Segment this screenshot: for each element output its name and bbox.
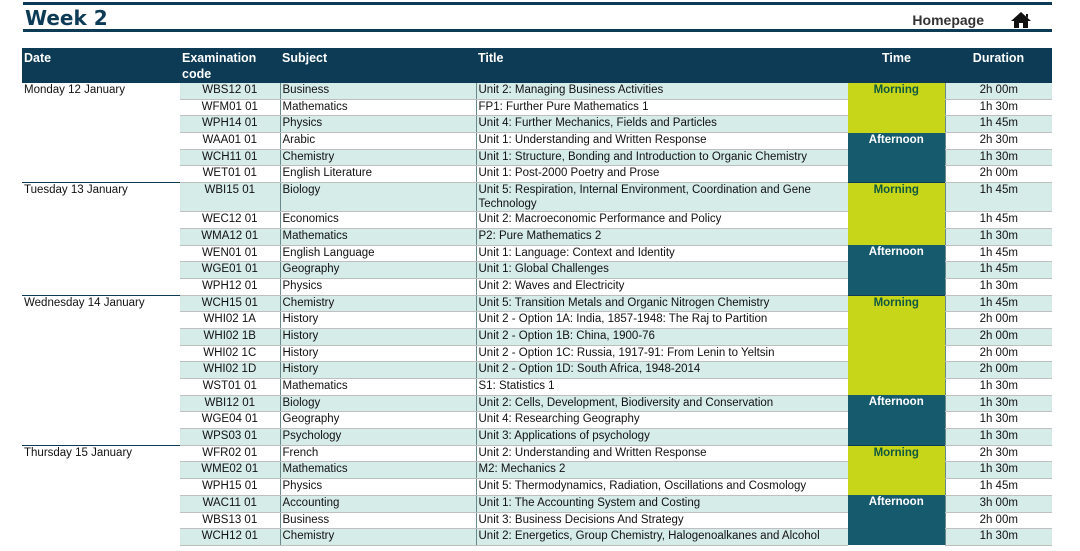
- exam-code: WCH15 01: [180, 295, 280, 312]
- exam-subject: Chemistry: [280, 295, 476, 312]
- exam-subject: Mathematics: [280, 379, 476, 396]
- exam-code: WHI02 1A: [180, 312, 280, 329]
- exam-title: Unit 3: Applications of psychology: [476, 429, 848, 446]
- exam-duration: 2h 00m: [945, 166, 1052, 183]
- exam-subject: Business: [280, 83, 476, 100]
- exam-duration: 1h 30m: [945, 462, 1052, 479]
- table-row: [22, 445, 1052, 462]
- week-header: [23, 2, 1052, 32]
- exam-duration: 1h 45m: [945, 212, 1052, 229]
- morning-session: Morning: [848, 83, 945, 133]
- morning-session: Morning: [848, 445, 945, 495]
- exam-code: WCH12 01: [180, 529, 280, 546]
- exam-code: WEN01 01: [180, 245, 280, 262]
- exam-duration: 1h 45m: [945, 116, 1052, 133]
- exam-duration: 1h 30m: [945, 228, 1052, 245]
- table-row: [22, 183, 1052, 212]
- exam-title: Unit 1: Post-2000 Poetry and Prose: [476, 166, 848, 183]
- exam-code: WPS03 01: [180, 429, 280, 446]
- exam-code: WPH12 01: [180, 278, 280, 295]
- exam-subject: French: [280, 445, 476, 462]
- exam-subject: History: [280, 345, 476, 362]
- header-row: [22, 48, 1052, 83]
- exam-duration: 1h 45m: [945, 479, 1052, 496]
- exam-duration: 1h 30m: [945, 429, 1052, 446]
- homepage-link[interactable]: Homepage: [912, 12, 984, 28]
- exam-title: Unit 4: Researching Geography: [476, 412, 848, 429]
- exam-duration: 1h 30m: [945, 412, 1052, 429]
- exam-duration: 1h 30m: [945, 529, 1052, 546]
- exam-date: Tuesday 13 January: [22, 183, 180, 295]
- col-title: Title: [476, 48, 848, 83]
- exam-code: WME02 01: [180, 462, 280, 479]
- exam-code: WGE01 01: [180, 262, 280, 279]
- exam-title: FP1: Further Pure Mathematics 1: [476, 99, 848, 116]
- exam-subject: Geography: [280, 412, 476, 429]
- exam-subject: Physics: [280, 479, 476, 496]
- exam-subject: English Language: [280, 245, 476, 262]
- exam-title: Unit 2 - Option 1B: China, 1900-76: [476, 328, 848, 345]
- exam-subject: Biology: [280, 395, 476, 412]
- afternoon-session: Afternoon: [848, 495, 945, 545]
- exam-duration: 2h 00m: [945, 345, 1052, 362]
- exam-title: Unit 5: Respiration, Internal Environment, Coordination and Gene Technology: [476, 183, 848, 212]
- exam-timetable: [22, 48, 1052, 546]
- exam-duration: 1h 45m: [945, 262, 1052, 279]
- exam-duration: 1h 45m: [945, 245, 1052, 262]
- exam-subject: Chemistry: [280, 149, 476, 166]
- exam-code: WST01 01: [180, 379, 280, 396]
- exam-title: Unit 2: Managing Business Activities: [476, 83, 848, 100]
- exam-subject: History: [280, 312, 476, 329]
- afternoon-session: Afternoon: [848, 133, 945, 183]
- exam-title: Unit 2 - Option 1D: South Africa, 1948-2014: [476, 362, 848, 379]
- exam-date: Wednesday 14 January: [22, 295, 180, 445]
- exam-code: WBS13 01: [180, 512, 280, 529]
- exam-subject: English Literature: [280, 166, 476, 183]
- exam-title: S1: Statistics 1: [476, 379, 848, 396]
- afternoon-session: Afternoon: [848, 245, 945, 295]
- exam-subject: Economics: [280, 212, 476, 229]
- exam-subject: Chemistry: [280, 529, 476, 546]
- col-duration: Duration: [945, 48, 1052, 83]
- exam-subject: Mathematics: [280, 228, 476, 245]
- exam-code: WBS12 01: [180, 83, 280, 100]
- exam-title: Unit 1: Understanding and Written Response: [476, 133, 848, 150]
- afternoon-session: Afternoon: [848, 395, 945, 445]
- exam-duration: 2h 00m: [945, 83, 1052, 100]
- exam-code: WHI02 1C: [180, 345, 280, 362]
- timetable-body: [22, 83, 1052, 546]
- table-row: [22, 83, 1052, 100]
- exam-duration: 2h 00m: [945, 312, 1052, 329]
- exam-subject: Physics: [280, 278, 476, 295]
- exam-title: Unit 1: Structure, Bonding and Introduction to Organic Chemistry: [476, 149, 848, 166]
- exam-title: Unit 4: Further Mechanics, Fields and Particles: [476, 116, 848, 133]
- exam-subject: Mathematics: [280, 462, 476, 479]
- exam-code: WAA01 01: [180, 133, 280, 150]
- col-subject: Subject: [280, 48, 476, 83]
- morning-session: Morning: [848, 295, 945, 395]
- col-time: Time: [848, 48, 945, 83]
- exam-code: WFM01 01: [180, 99, 280, 116]
- exam-subject: Psychology: [280, 429, 476, 446]
- exam-code: WPH14 01: [180, 116, 280, 133]
- exam-duration: 2h 00m: [945, 328, 1052, 345]
- exam-code: WPH15 01: [180, 479, 280, 496]
- exam-title: Unit 2: Macroeconomic Performance and Policy: [476, 212, 848, 229]
- exam-code: WEC12 01: [180, 212, 280, 229]
- exam-title: Unit 2: Cells, Development, Biodiversity and Conservation: [476, 395, 848, 412]
- exam-date: Monday 12 January: [22, 83, 180, 183]
- exam-duration: 1h 30m: [945, 395, 1052, 412]
- exam-code: WMA12 01: [180, 228, 280, 245]
- exam-code: WHI02 1D: [180, 362, 280, 379]
- exam-code: WGE04 01: [180, 412, 280, 429]
- exam-code: WFR02 01: [180, 445, 280, 462]
- exam-subject: History: [280, 328, 476, 345]
- exam-code: WBI12 01: [180, 395, 280, 412]
- exam-duration: 3h 00m: [945, 495, 1052, 512]
- col-date: Date: [22, 48, 180, 83]
- exam-duration: 1h 30m: [945, 149, 1052, 166]
- exam-subject: Accounting: [280, 495, 476, 512]
- exam-duration: 1h 30m: [945, 379, 1052, 396]
- table-row: [22, 295, 1052, 312]
- exam-duration: 1h 45m: [945, 183, 1052, 212]
- exam-code: WBI15 01: [180, 183, 280, 212]
- exam-title: Unit 5: Transition Metals and Organic Nitrogen Chemistry: [476, 295, 848, 312]
- exam-duration: 1h 30m: [945, 278, 1052, 295]
- exam-duration: 2h 00m: [945, 512, 1052, 529]
- exam-title: Unit 2: Waves and Electricity: [476, 278, 848, 295]
- exam-subject: Geography: [280, 262, 476, 279]
- exam-code: WCH11 01: [180, 149, 280, 166]
- exam-subject: Biology: [280, 183, 476, 212]
- exam-title: Unit 1: The Accounting System and Costing: [476, 495, 848, 512]
- exam-duration: 2h 30m: [945, 133, 1052, 150]
- exam-title: P2: Pure Mathematics 2: [476, 228, 848, 245]
- col-exam-code: Examination code: [180, 48, 280, 83]
- exam-title: Unit 2 - Option 1A: India, 1857-1948: The Raj to Partition: [476, 312, 848, 329]
- exam-title: Unit 2: Understanding and Written Response: [476, 445, 848, 462]
- exam-title: Unit 1: Language: Context and Identity: [476, 245, 848, 262]
- exam-title: Unit 2: Energetics, Group Chemistry, Halogenoalkanes and Alcohol: [476, 529, 848, 546]
- exam-code: WET01 01: [180, 166, 280, 183]
- exam-code: WHI02 1B: [180, 328, 280, 345]
- exam-subject: Arabic: [280, 133, 476, 150]
- exam-title: Unit 2 - Option 1C: Russia, 1917-91: From Lenin to Yeltsin: [476, 345, 848, 362]
- exam-title: Unit 1: Global Challenges: [476, 262, 848, 279]
- exam-subject: Mathematics: [280, 99, 476, 116]
- exam-date: Thursday 15 January: [22, 445, 180, 545]
- exam-code: WAC11 01: [180, 495, 280, 512]
- exam-duration: 2h 00m: [945, 362, 1052, 379]
- exam-title: Unit 5: Thermodynamics, Radiation, Oscillations and Cosmology: [476, 479, 848, 496]
- exam-subject: History: [280, 362, 476, 379]
- exam-duration: 2h 30m: [945, 445, 1052, 462]
- page-title: Week 2: [25, 6, 108, 30]
- exam-title: M2: Mechanics 2: [476, 462, 848, 479]
- exam-duration: 1h 45m: [945, 295, 1052, 312]
- home-icon[interactable]: [1010, 11, 1032, 29]
- exam-duration: 1h 30m: [945, 99, 1052, 116]
- morning-session: Morning: [848, 183, 945, 245]
- exam-title: Unit 3: Business Decisions And Strategy: [476, 512, 848, 529]
- exam-subject: Physics: [280, 116, 476, 133]
- exam-subject: Business: [280, 512, 476, 529]
